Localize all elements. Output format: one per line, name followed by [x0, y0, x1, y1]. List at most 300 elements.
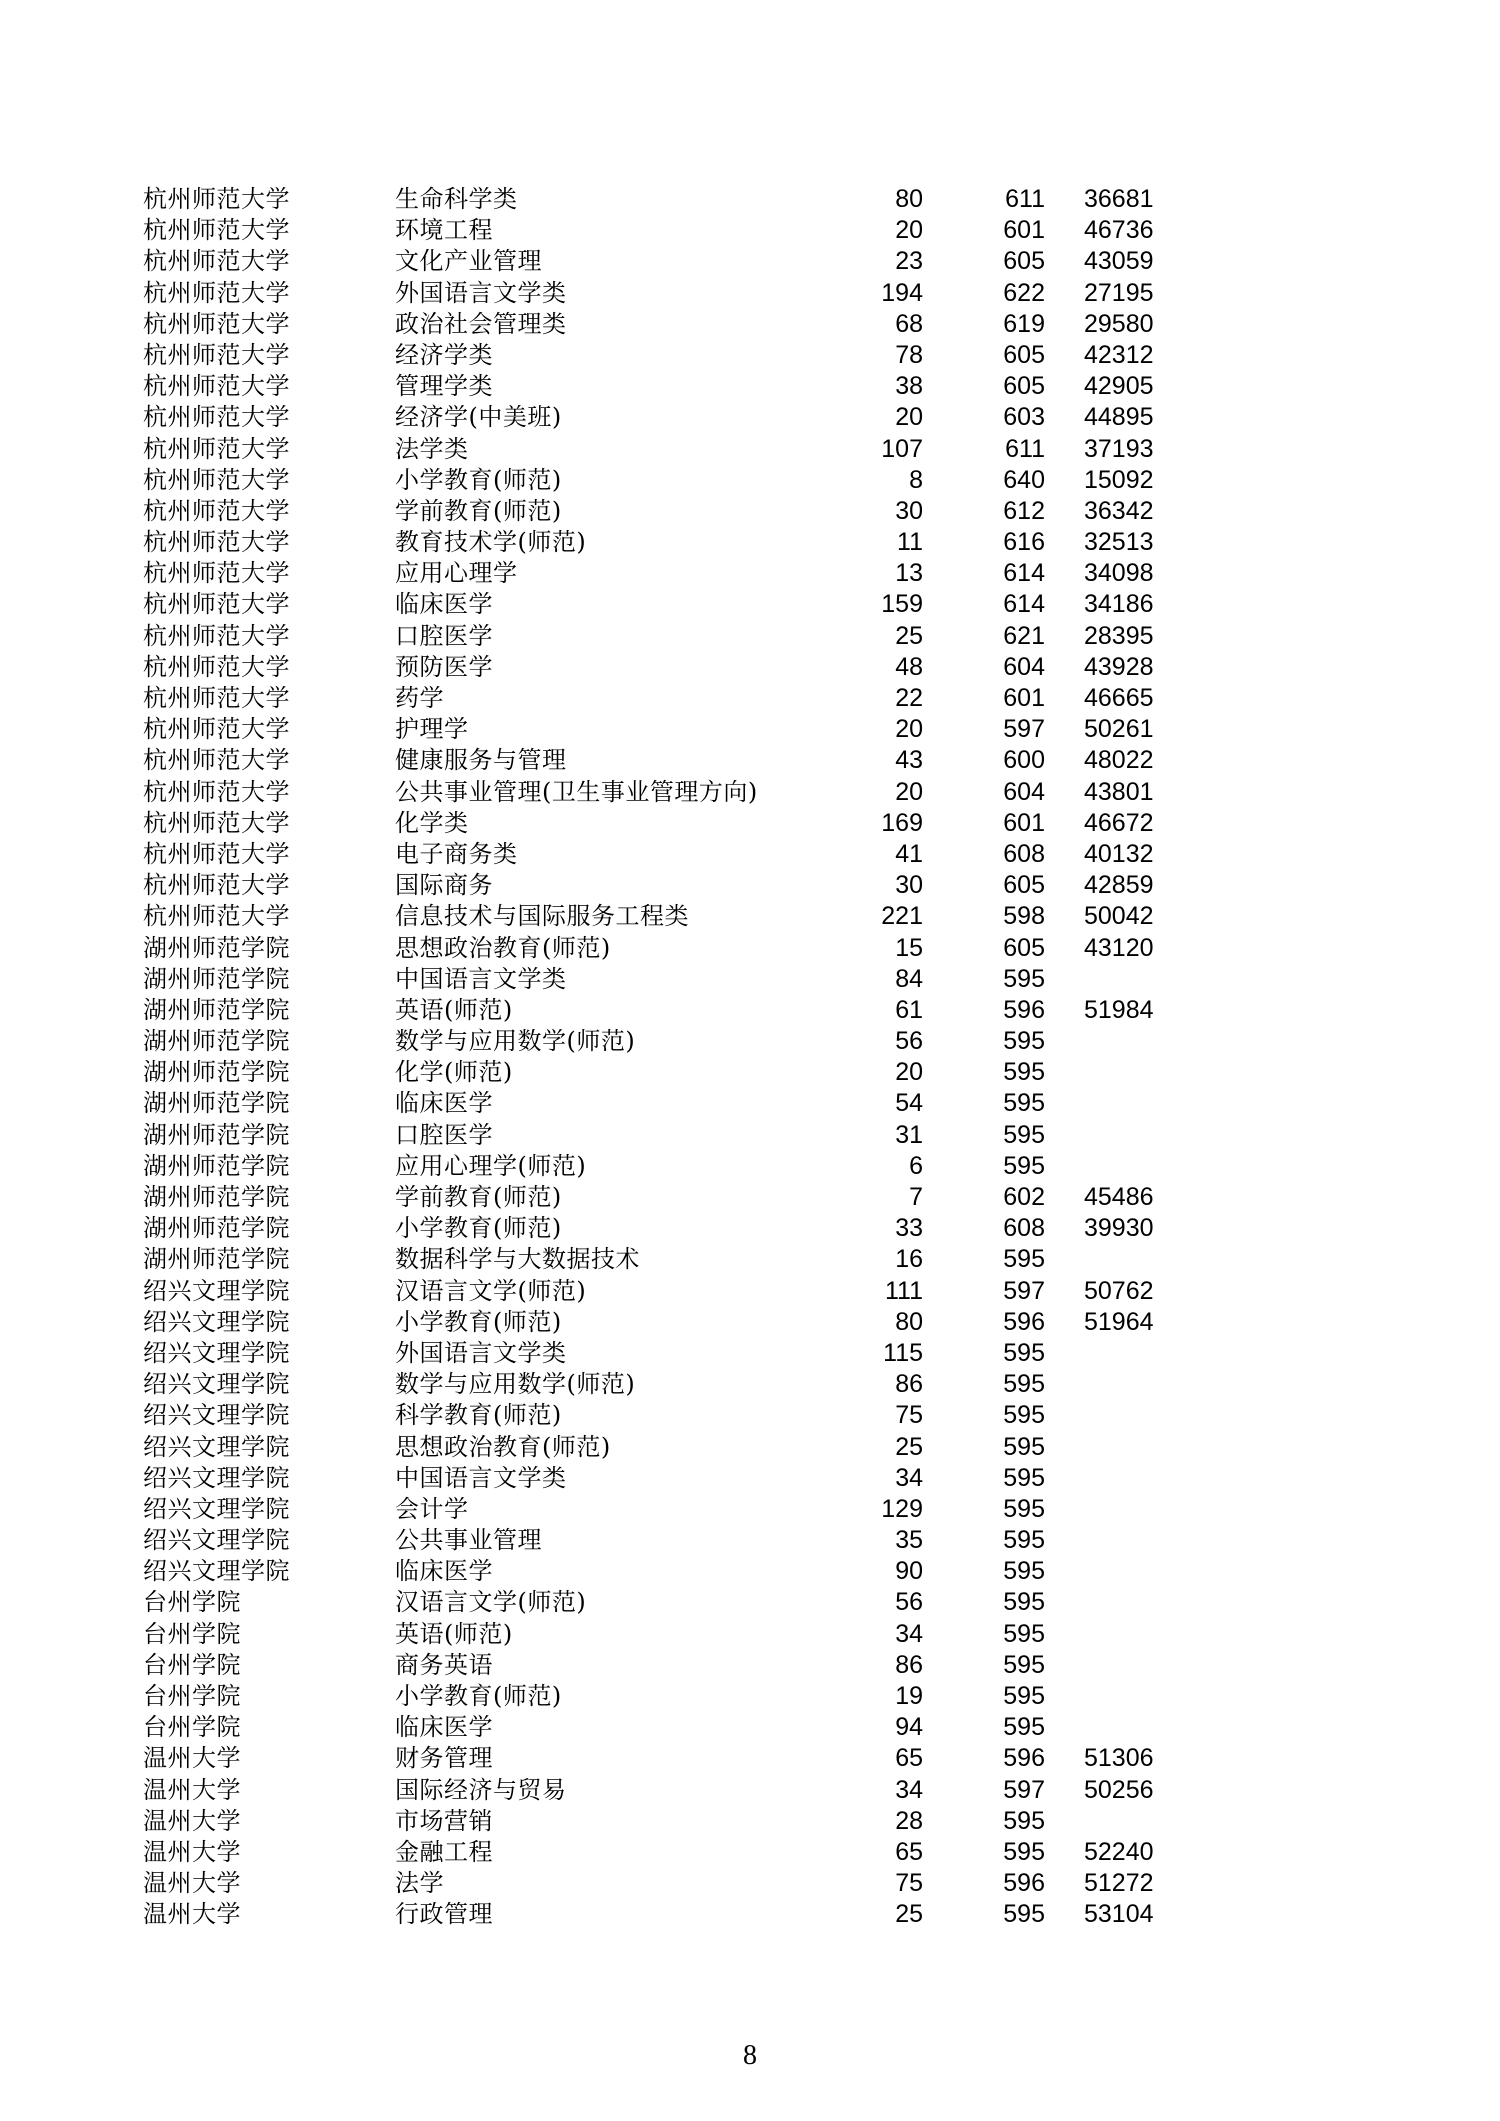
school-cell: 台州学院 — [143, 1682, 241, 1710]
table-row — [0, 1806, 1500, 1837]
plan-count-cell: 115 — [883, 1338, 923, 1367]
major-cell: 化学类 — [395, 808, 469, 837]
school-cell: 杭州师范大学 — [143, 247, 290, 276]
plan-count-cell: 84 — [895, 964, 923, 993]
min-score-cell: 614 — [1003, 590, 1045, 619]
school-cell: 绍兴文理学院 — [143, 1276, 290, 1305]
school-cell: 杭州师范大学 — [143, 652, 290, 681]
min-score-cell: 598 — [1003, 902, 1045, 931]
plan-count-cell: 30 — [895, 871, 923, 900]
school-cell: 杭州师范大学 — [143, 715, 290, 744]
min-score-cell: 595 — [1003, 1837, 1045, 1866]
major-cell: 科学教育(师范) — [395, 1401, 562, 1430]
table-row — [0, 1151, 1500, 1182]
min-rank-cell: 50762 — [1084, 1276, 1154, 1305]
school-cell: 湖州师范学院 — [143, 1214, 290, 1243]
plan-count-cell: 78 — [895, 340, 923, 369]
table-row — [0, 745, 1500, 776]
school-cell: 杭州师范大学 — [143, 590, 290, 619]
major-cell: 化学(师范) — [395, 1058, 513, 1087]
major-cell: 小学教育(师范) — [395, 465, 562, 494]
table-row — [0, 1463, 1500, 1494]
school-cell: 绍兴文理学院 — [143, 1370, 290, 1399]
school-cell: 湖州师范学院 — [143, 1027, 290, 1056]
min-rank-cell: 46736 — [1084, 216, 1154, 245]
school-cell: 温州大学 — [143, 1900, 241, 1929]
min-score-cell: 597 — [1003, 1775, 1045, 1804]
major-cell: 应用心理学(师范) — [395, 1151, 587, 1180]
school-cell: 杭州师范大学 — [143, 278, 290, 307]
min-score-cell: 595 — [1003, 1494, 1045, 1523]
major-cell: 思想政治教育(师范) — [395, 933, 611, 962]
table-row — [0, 1338, 1500, 1369]
school-cell: 绍兴文理学院 — [143, 1338, 290, 1367]
table-row — [0, 465, 1500, 496]
min-score-cell: 612 — [1003, 496, 1045, 525]
major-cell: 经济学类 — [395, 340, 493, 369]
plan-count-cell: 86 — [895, 1370, 923, 1399]
plan-count-cell: 65 — [895, 1837, 923, 1866]
major-cell: 学前教育(师范) — [395, 496, 562, 525]
table-row — [0, 964, 1500, 995]
table-row — [0, 434, 1500, 465]
school-cell: 湖州师范学院 — [143, 933, 290, 962]
school-cell: 杭州师范大学 — [143, 777, 290, 806]
min-rank-cell: 43120 — [1084, 933, 1154, 962]
school-cell: 杭州师范大学 — [143, 902, 290, 931]
major-cell: 公共事业管理 — [395, 1526, 542, 1555]
min-rank-cell: 37193 — [1084, 434, 1154, 463]
admission-table — [0, 184, 1500, 1931]
plan-count-cell: 41 — [895, 839, 923, 868]
school-cell: 温州大学 — [143, 1744, 241, 1773]
table-row — [0, 933, 1500, 964]
plan-count-cell: 25 — [895, 1432, 923, 1461]
min-rank-cell: 34186 — [1084, 590, 1154, 619]
table-row — [0, 1244, 1500, 1275]
school-cell: 杭州师范大学 — [143, 528, 290, 557]
min-rank-cell: 42859 — [1084, 871, 1154, 900]
table-row — [0, 1182, 1500, 1213]
school-cell: 杭州师范大学 — [143, 559, 290, 588]
min-rank-cell: 43928 — [1084, 652, 1154, 681]
table-row — [0, 1650, 1500, 1681]
plan-count-cell: 34 — [895, 1619, 923, 1648]
table-row — [0, 1432, 1500, 1463]
plan-count-cell: 23 — [895, 247, 923, 276]
min-rank-cell: 32513 — [1084, 528, 1154, 557]
plan-count-cell: 30 — [895, 496, 923, 525]
min-score-cell: 622 — [1003, 278, 1045, 307]
school-cell: 杭州师范大学 — [143, 216, 290, 245]
table-row — [0, 496, 1500, 527]
major-cell: 英语(师范) — [395, 1619, 513, 1648]
table-row — [0, 184, 1500, 215]
major-cell: 汉语言文学(师范) — [395, 1276, 587, 1305]
min-score-cell: 611 — [1005, 434, 1045, 463]
plan-count-cell: 35 — [895, 1526, 923, 1555]
min-rank-cell: 52240 — [1084, 1837, 1154, 1866]
school-cell: 杭州师范大学 — [143, 465, 290, 494]
school-cell: 杭州师范大学 — [143, 434, 290, 463]
major-cell: 数学与应用数学(师范) — [395, 1027, 636, 1056]
min-score-cell: 605 — [1003, 372, 1045, 401]
school-cell: 台州学院 — [143, 1588, 241, 1617]
plan-count-cell: 20 — [895, 715, 923, 744]
min-score-cell: 601 — [1003, 216, 1045, 245]
school-cell: 杭州师范大学 — [143, 808, 290, 837]
table-row — [0, 1213, 1500, 1244]
school-cell: 温州大学 — [143, 1869, 241, 1898]
min-score-cell: 595 — [1003, 1151, 1045, 1180]
min-rank-cell: 45486 — [1084, 1183, 1154, 1211]
min-rank-cell: 36681 — [1084, 185, 1154, 213]
min-rank-cell: 46665 — [1084, 684, 1154, 712]
min-rank-cell: 42905 — [1084, 372, 1154, 401]
plan-count-cell: 34 — [895, 1463, 923, 1492]
table-row — [0, 527, 1500, 558]
school-cell: 温州大学 — [143, 1806, 241, 1835]
min-rank-cell: 29580 — [1084, 309, 1154, 338]
min-score-cell: 595 — [1003, 1338, 1045, 1367]
table-row — [0, 340, 1500, 371]
plan-count-cell: 107 — [881, 434, 923, 463]
min-rank-cell: 48022 — [1084, 746, 1154, 775]
min-score-cell: 595 — [1003, 1682, 1045, 1710]
major-cell: 国际经济与贸易 — [395, 1775, 567, 1804]
major-cell: 小学教育(师范) — [395, 1682, 562, 1710]
min-score-cell: 595 — [1003, 964, 1045, 993]
plan-count-cell: 7 — [909, 1183, 923, 1211]
plan-count-cell: 19 — [895, 1682, 923, 1710]
min-score-cell: 595 — [1003, 1650, 1045, 1679]
min-score-cell: 595 — [1003, 1432, 1045, 1461]
plan-count-cell: 43 — [895, 746, 923, 775]
school-cell: 绍兴文理学院 — [143, 1494, 290, 1523]
school-cell: 湖州师范学院 — [143, 964, 290, 993]
plan-count-cell: 111 — [884, 1276, 923, 1305]
min-score-cell: 595 — [1003, 1245, 1045, 1274]
table-row — [0, 1400, 1500, 1431]
min-score-cell: 595 — [1003, 1619, 1045, 1648]
school-cell: 湖州师范学院 — [143, 1245, 290, 1274]
plan-count-cell: 90 — [895, 1557, 923, 1586]
major-cell: 思想政治教育(师范) — [395, 1432, 611, 1461]
min-score-cell: 595 — [1003, 1027, 1045, 1056]
min-score-cell: 595 — [1003, 1401, 1045, 1430]
min-score-cell: 614 — [1003, 559, 1045, 588]
min-score-cell: 596 — [1003, 995, 1045, 1024]
school-cell: 杭州师范大学 — [143, 185, 290, 213]
major-cell: 英语(师范) — [395, 995, 513, 1024]
major-cell: 生命科学类 — [395, 185, 518, 213]
plan-count-cell: 15 — [895, 933, 923, 962]
school-cell: 绍兴文理学院 — [143, 1432, 290, 1461]
table-row — [0, 808, 1500, 839]
plan-count-cell: 25 — [895, 621, 923, 650]
major-cell: 会计学 — [395, 1494, 469, 1523]
plan-count-cell: 169 — [881, 808, 923, 837]
school-cell: 杭州师范大学 — [143, 839, 290, 868]
major-cell: 应用心理学 — [395, 559, 518, 588]
plan-count-cell: 20 — [895, 403, 923, 432]
min-score-cell: 596 — [1003, 1869, 1045, 1898]
school-cell: 湖州师范学院 — [143, 1120, 290, 1149]
major-cell: 行政管理 — [395, 1900, 493, 1929]
plan-count-cell: 11 — [897, 528, 923, 557]
major-cell: 财务管理 — [395, 1744, 493, 1773]
plan-count-cell: 68 — [895, 309, 923, 338]
table-row — [0, 870, 1500, 901]
school-cell: 杭州师范大学 — [143, 309, 290, 338]
min-rank-cell: 46672 — [1084, 808, 1154, 837]
major-cell: 数学与应用数学(师范) — [395, 1370, 636, 1399]
school-cell: 绍兴文理学院 — [143, 1526, 290, 1555]
plan-count-cell: 75 — [895, 1401, 923, 1430]
table-row — [0, 1619, 1500, 1650]
major-cell: 公共事业管理(卫生事业管理方向) — [395, 777, 758, 806]
min-score-cell: 604 — [1003, 777, 1045, 806]
min-score-cell: 595 — [1003, 1557, 1045, 1586]
plan-count-cell: 56 — [895, 1588, 923, 1617]
min-rank-cell: 42312 — [1084, 340, 1154, 369]
plan-count-cell: 65 — [895, 1744, 923, 1773]
min-score-cell: 595 — [1003, 1120, 1045, 1149]
school-cell: 绍兴文理学院 — [143, 1401, 290, 1430]
plan-count-cell: 221 — [881, 902, 923, 931]
plan-count-cell: 8 — [909, 465, 923, 494]
table-row — [0, 777, 1500, 808]
school-cell: 温州大学 — [143, 1837, 241, 1866]
plan-count-cell: 20 — [895, 216, 923, 245]
plan-count-cell: 129 — [881, 1494, 923, 1523]
min-score-cell: 608 — [1003, 1214, 1045, 1243]
major-cell: 学前教育(师范) — [395, 1183, 562, 1211]
major-cell: 中国语言文学类 — [395, 1463, 567, 1492]
school-cell: 杭州师范大学 — [143, 746, 290, 775]
min-score-cell: 601 — [1003, 684, 1045, 712]
min-score-cell: 595 — [1003, 1058, 1045, 1087]
table-row — [0, 1712, 1500, 1743]
min-rank-cell: 27195 — [1084, 278, 1154, 307]
min-rank-cell: 50261 — [1084, 715, 1154, 744]
min-score-cell: 596 — [1003, 1744, 1045, 1773]
major-cell: 信息技术与国际服务工程类 — [395, 902, 689, 931]
plan-count-cell: 6 — [909, 1151, 923, 1180]
school-cell: 台州学院 — [143, 1619, 241, 1648]
major-cell: 数据科学与大数据技术 — [395, 1245, 640, 1274]
min-rank-cell: 50042 — [1084, 902, 1154, 931]
min-score-cell: 595 — [1003, 1806, 1045, 1835]
table-row — [0, 1837, 1500, 1868]
major-cell: 中国语言文学类 — [395, 964, 567, 993]
plan-count-cell: 13 — [895, 559, 923, 588]
plan-count-cell: 31 — [895, 1120, 923, 1149]
min-score-cell: 616 — [1003, 528, 1045, 557]
plan-count-cell: 56 — [895, 1027, 923, 1056]
min-rank-cell: 34098 — [1084, 559, 1154, 588]
table-row — [0, 1276, 1500, 1307]
min-score-cell: 600 — [1003, 746, 1045, 775]
table-row — [0, 1899, 1500, 1930]
min-score-cell: 640 — [1003, 465, 1045, 494]
major-cell: 外国语言文学类 — [395, 1338, 567, 1367]
school-cell: 杭州师范大学 — [143, 621, 290, 650]
min-score-cell: 597 — [1003, 715, 1045, 744]
table-row — [0, 1307, 1500, 1338]
min-rank-cell: 43801 — [1084, 777, 1154, 806]
plan-count-cell: 75 — [895, 1869, 923, 1898]
major-cell: 小学教育(师范) — [395, 1307, 562, 1336]
plan-count-cell: 159 — [881, 590, 923, 619]
major-cell: 临床医学 — [395, 1089, 493, 1118]
school-cell: 温州大学 — [143, 1775, 241, 1804]
plan-count-cell: 80 — [895, 1307, 923, 1336]
school-cell: 杭州师范大学 — [143, 684, 290, 712]
major-cell: 汉语言文学(师范) — [395, 1588, 587, 1617]
table-row — [0, 215, 1500, 246]
major-cell: 政治社会管理类 — [395, 309, 567, 338]
min-rank-cell: 51306 — [1084, 1744, 1154, 1773]
plan-count-cell: 22 — [895, 684, 923, 712]
plan-count-cell: 54 — [895, 1089, 923, 1118]
table-row — [0, 621, 1500, 652]
plan-count-cell: 38 — [895, 372, 923, 401]
plan-count-cell: 48 — [895, 652, 923, 681]
min-rank-cell: 51964 — [1084, 1307, 1154, 1336]
plan-count-cell: 25 — [895, 1900, 923, 1929]
school-cell: 湖州师范学院 — [143, 1058, 290, 1087]
min-score-cell: 595 — [1003, 1370, 1045, 1399]
major-cell: 经济学(中美班) — [395, 403, 562, 432]
table-row — [0, 1494, 1500, 1525]
school-cell: 杭州师范大学 — [143, 340, 290, 369]
plan-count-cell: 16 — [895, 1245, 923, 1274]
school-cell: 湖州师范学院 — [143, 995, 290, 1024]
min-rank-cell: 36342 — [1084, 496, 1154, 525]
table-row — [0, 839, 1500, 870]
table-row — [0, 714, 1500, 745]
plan-count-cell: 194 — [881, 278, 923, 307]
table-row — [0, 1369, 1500, 1400]
plan-count-cell: 20 — [895, 777, 923, 806]
major-cell: 法学类 — [395, 434, 469, 463]
major-cell: 教育技术学(师范) — [395, 528, 587, 557]
min-score-cell: 611 — [1005, 185, 1045, 213]
min-rank-cell: 51272 — [1084, 1869, 1154, 1898]
table-row — [0, 402, 1500, 433]
table-row — [0, 309, 1500, 340]
plan-count-cell: 86 — [895, 1650, 923, 1679]
school-cell: 湖州师范学院 — [143, 1089, 290, 1118]
major-cell: 临床医学 — [395, 590, 493, 619]
min-score-cell: 605 — [1003, 340, 1045, 369]
major-cell: 小学教育(师范) — [395, 1214, 562, 1243]
min-score-cell: 602 — [1003, 1183, 1045, 1211]
plan-count-cell: 61 — [895, 995, 923, 1024]
table-row — [0, 1556, 1500, 1587]
min-score-cell: 595 — [1003, 1900, 1045, 1929]
plan-count-cell: 94 — [895, 1713, 923, 1742]
school-cell: 绍兴文理学院 — [143, 1307, 290, 1336]
page-number: 8 — [743, 2040, 757, 2071]
min-score-cell: 621 — [1003, 621, 1045, 650]
table-row — [0, 1681, 1500, 1712]
plan-count-cell: 33 — [895, 1214, 923, 1243]
major-cell: 环境工程 — [395, 216, 493, 245]
major-cell: 国际商务 — [395, 871, 493, 900]
major-cell: 护理学 — [395, 715, 469, 744]
school-cell: 杭州师范大学 — [143, 372, 290, 401]
major-cell: 预防医学 — [395, 652, 493, 681]
school-cell: 绍兴文理学院 — [143, 1463, 290, 1492]
major-cell: 市场营销 — [395, 1806, 493, 1835]
table-row — [0, 278, 1500, 309]
min-score-cell: 595 — [1003, 1713, 1045, 1742]
min-score-cell: 597 — [1003, 1276, 1045, 1305]
min-score-cell: 604 — [1003, 652, 1045, 681]
min-score-cell: 619 — [1003, 309, 1045, 338]
table-row — [0, 1057, 1500, 1088]
min-rank-cell: 40132 — [1084, 839, 1154, 868]
plan-count-cell: 28 — [895, 1806, 923, 1835]
plan-count-cell: 34 — [895, 1775, 923, 1804]
min-score-cell: 608 — [1003, 839, 1045, 868]
major-cell: 外国语言文学类 — [395, 278, 567, 307]
table-row — [0, 1743, 1500, 1774]
min-score-cell: 605 — [1003, 933, 1045, 962]
table-row — [0, 558, 1500, 589]
table-row — [0, 995, 1500, 1026]
plan-count-cell: 80 — [895, 185, 923, 213]
school-cell: 台州学院 — [143, 1650, 241, 1679]
table-row — [0, 1775, 1500, 1806]
min-score-cell: 605 — [1003, 247, 1045, 276]
plan-count-cell: 20 — [895, 1058, 923, 1087]
major-cell: 临床医学 — [395, 1713, 493, 1742]
min-score-cell: 605 — [1003, 871, 1045, 900]
table-row — [0, 1088, 1500, 1119]
table-row — [0, 246, 1500, 277]
table-row — [0, 901, 1500, 932]
school-cell: 湖州师范学院 — [143, 1151, 290, 1180]
min-rank-cell: 28395 — [1084, 621, 1154, 650]
table-row — [0, 371, 1500, 402]
min-score-cell: 596 — [1003, 1307, 1045, 1336]
major-cell: 管理学类 — [395, 372, 493, 401]
min-rank-cell: 44895 — [1084, 403, 1154, 432]
min-score-cell: 595 — [1003, 1588, 1045, 1617]
table-row — [0, 1120, 1500, 1151]
min-rank-cell: 15092 — [1084, 465, 1154, 494]
table-row — [0, 1525, 1500, 1556]
table-row — [0, 1026, 1500, 1057]
min-rank-cell: 50256 — [1084, 1775, 1154, 1804]
school-cell: 杭州师范大学 — [143, 496, 290, 525]
school-cell: 台州学院 — [143, 1713, 241, 1742]
min-score-cell: 601 — [1003, 808, 1045, 837]
min-score-cell: 603 — [1003, 403, 1045, 432]
table-row — [0, 1587, 1500, 1618]
major-cell: 金融工程 — [395, 1837, 493, 1866]
major-cell: 临床医学 — [395, 1557, 493, 1586]
school-cell: 湖州师范学院 — [143, 1183, 290, 1211]
min-score-cell: 595 — [1003, 1089, 1045, 1118]
school-cell: 绍兴文理学院 — [143, 1557, 290, 1586]
school-cell: 杭州师范大学 — [143, 871, 290, 900]
table-row — [0, 1868, 1500, 1899]
table-row — [0, 683, 1500, 714]
